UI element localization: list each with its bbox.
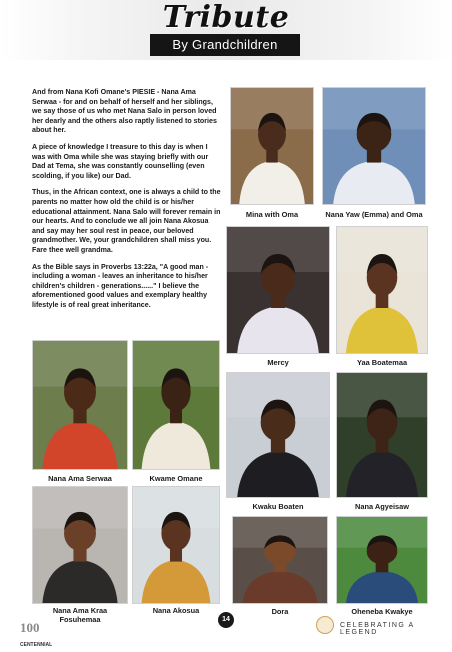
caption-oheneba-kwakye: Oheneba Kwakye	[351, 607, 413, 616]
paragraph: And from Nana Kofi Omane's PIESIE - Nana Ama Serwaa - for and on behalf of herself and her siblings, we say those of us who met Nana Salo in person loved her dearly and the others also raptly listened to stories about her.	[32, 88, 217, 135]
photo-mina-with-oma	[230, 87, 314, 205]
photo-nana-yaw-and-oma	[322, 87, 426, 205]
caption-kwame-omane: Kwame Omane	[149, 474, 203, 483]
caption-kwaku-boaten: Kwaku Boaten	[252, 502, 304, 511]
photo-nana-ama-serwaa	[32, 340, 128, 470]
logo-number: 100	[20, 620, 40, 635]
tribute-text	[32, 88, 222, 317]
caption-nana-ama-kraa-fosuhemaa: Nana Ama Kraa Fosuhemaa	[52, 606, 108, 624]
photo-kwame-omane	[132, 340, 220, 470]
photo-yaa-boatemaa	[336, 226, 428, 354]
caption-dora: Dora	[271, 607, 289, 616]
page-number: 14	[218, 612, 234, 628]
portrait-emblem-icon	[316, 616, 334, 634]
photo-kwaku-boaten	[226, 372, 330, 498]
photo-nana-ama-kraa-fosuhemaa	[32, 486, 128, 604]
caption-nana-yaw-and-oma: Nana Yaw (Emma) and Oma	[325, 210, 423, 219]
footer-tagline: CELEBRATING A LEGEND	[340, 622, 415, 636]
photo-mercy	[226, 226, 330, 354]
paragraph: A piece of knowledge I treasure to this day is when I was with Oma while she was staying briefly with our Dad at Tema, she was constantly counselling (even scolding, if you like) our Dad.	[32, 142, 209, 180]
photo-nana-akosua	[132, 486, 220, 604]
paragraph: Thus, in the African context, one is always a child to the parents no matter how old the child is or his/her educational attainment. Nana Salo will forever remain in our hearts. And to conclude we all join Nana Akosua and say may her soul rest in peace, our beloved grandmother. We, your grandchildren shall miss you. Fare thee well grandma.	[32, 188, 221, 254]
caption-mercy: Mercy	[267, 358, 289, 367]
page-title: Tribute	[162, 0, 290, 35]
photo-oheneba-kwakye	[336, 516, 428, 604]
photo-nana-agyeisaw	[336, 372, 428, 498]
paragraph: As the Bible says in Proverbs 13:22a, "A good man - including a woman - leaves an inheritance to his/her children's children - generations......" I believe the aforementioned good values and exemplary healthy lifestyle is of real great inheritance.	[32, 262, 209, 309]
caption-nana-akosua: Nana Akosua	[152, 606, 200, 615]
caption-yaa-boatemaa: Yaa Boatemaa	[356, 358, 408, 367]
photo-dora	[232, 516, 328, 604]
centennial-logo	[20, 620, 68, 649]
page-subtitle: By Grandchildren	[172, 37, 278, 52]
caption-nana-ama-serwaa: Nana Ama Serwaa	[48, 474, 112, 483]
caption-nana-agyeisaw: Nana Agyeisaw	[355, 502, 409, 511]
logo-word: CENTENNIAL	[20, 642, 53, 649]
caption-mina-with-oma: Mina with Oma	[245, 210, 299, 219]
